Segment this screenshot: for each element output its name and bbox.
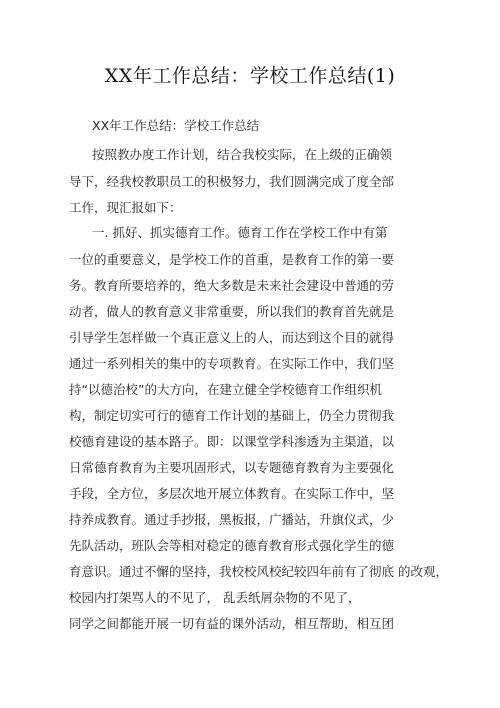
- body-line-1: 按照教办度工作计划，结合我校实际，在上级的正确领: [92, 147, 393, 162]
- body-line-16: 先队活动，班队会等相对稳定的德育教育形式强化学生的德: [69, 538, 395, 553]
- body-line-17: 育意识。通过不懈的坚持，我校校风校纪较四年前有了彻底 的改观，: [69, 564, 448, 579]
- body-line-13: 日常德育教育为主要巩固形式，以专题德育教育为主要强化: [69, 460, 395, 475]
- body-line-7: 动者，做人的教育意义非常重要，所以我们的教育首先就是: [69, 304, 395, 319]
- body-line-12: 校德育建设的基本路子。即：以课堂学科渗透为主渠道，以: [69, 434, 395, 449]
- body-line-19: 同学之间都能开展一切有益的课外活动，相互帮助，相互团: [69, 616, 395, 631]
- body-line-11: 构，制定切实可行的德育工作计划的基础上，仍全力贯彻我: [69, 408, 395, 423]
- body-line-5: 一位的重要意义，是学校工作的首重，是教育工作的第一要: [69, 252, 395, 267]
- body-line-14: 手段，全方位，多层次地开展立体教育。在实际工作中，坚: [69, 486, 395, 501]
- body-line-6: 务。教育所要培养的，绝大多数是未来社会建设中普通的劳: [69, 278, 395, 293]
- body-line-3: 工作，现汇报如下：: [69, 200, 182, 215]
- body-line-15: 持养成教育。通过手抄报，黑板报，广播站，升旗仪式，少: [69, 512, 395, 527]
- body-line-8: 引导学生怎样做一个真正意义上的人，而达到这个目的就得: [69, 330, 395, 345]
- body-line-10: 持“以德治校”的大方向，在建立健全学校德育工作组织机: [69, 382, 382, 397]
- body-line-2: 导下，经我校教职员工的积极努力，我们圆满完成了度全部: [69, 174, 395, 189]
- body-line-4: 一. 抓好、抓实德育工作。德育工作在学校工作中有第: [92, 225, 388, 240]
- document-title: XX年工作总结：学校工作总结(1): [104, 65, 396, 87]
- body-line-9: 通过一系列相关的集中的专项教育。在实际工作中，我们坚: [69, 356, 395, 371]
- body-line-18: 校园内打架骂人的不见了， 乱丢纸屑杂物的不见了，: [69, 590, 361, 605]
- document-subtitle: XX年工作总结：学校工作总结: [92, 118, 260, 133]
